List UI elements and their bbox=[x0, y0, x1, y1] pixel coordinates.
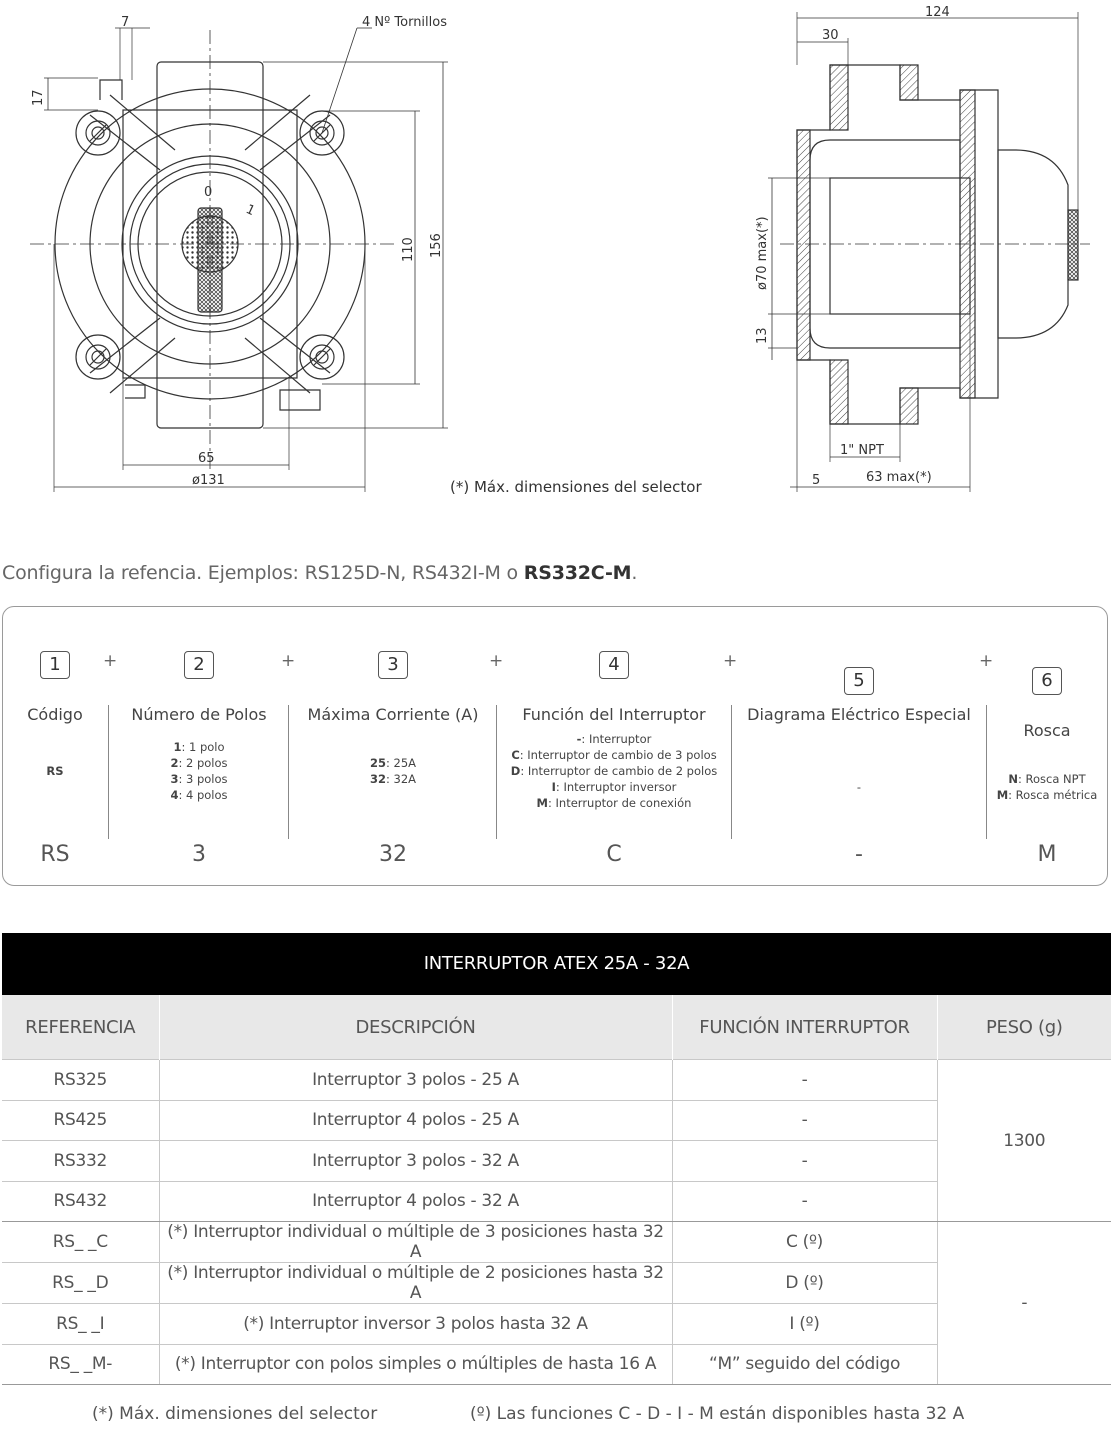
col-options: - bbox=[856, 780, 862, 794]
col-heading: Máxima Corriente (A) bbox=[307, 705, 479, 724]
cell-weight: 1300 bbox=[937, 1060, 1111, 1222]
cell-reference: RS432 bbox=[2, 1181, 159, 1222]
col-heading: Rosca bbox=[1023, 721, 1071, 740]
config-intro bbox=[2, 562, 637, 584]
cell-function: - bbox=[672, 1060, 937, 1101]
step-number: 1 bbox=[40, 651, 70, 679]
cell-function: I (º) bbox=[672, 1304, 937, 1345]
front-view bbox=[30, 15, 448, 492]
cell-description: (*) Interruptor individual o múltiple de 3 posiciones hasta 32 A bbox=[159, 1222, 672, 1263]
cell-weight: - bbox=[937, 1222, 1111, 1385]
cell-function: - bbox=[672, 1100, 937, 1141]
intro-text: Configura la refencia. Ejemplos: RS125D-N, RS432I-M o bbox=[2, 562, 524, 584]
dim-124-label: 124 bbox=[925, 5, 950, 20]
cell-function: D (º) bbox=[672, 1263, 937, 1304]
config-col-function bbox=[497, 607, 731, 885]
config-col-poles bbox=[109, 607, 289, 885]
col-options: 1: 1 polo 2: 2 polos 3: 3 polos 4: 4 polos bbox=[170, 740, 228, 802]
cell-function: - bbox=[672, 1141, 937, 1182]
step-number: 3 bbox=[378, 651, 408, 679]
screws-label: 4 Nº Tornillos bbox=[362, 15, 447, 30]
step-number: 4 bbox=[599, 651, 629, 679]
dim-13-label: 13 bbox=[755, 327, 770, 344]
dim-5-label: 5 bbox=[812, 473, 821, 488]
col-options: N: Rosca NPT M: Rosca métrica bbox=[996, 772, 1098, 802]
plus-sign: + bbox=[979, 651, 994, 671]
dim-110-label: 110 bbox=[401, 237, 416, 262]
header-weight: PESO (g) bbox=[937, 995, 1111, 1060]
col-heading: Diagrama Eléctrico Especial bbox=[747, 705, 971, 724]
dim-30-label: 30 bbox=[822, 28, 839, 43]
dim-63-label: 63 max(*) bbox=[866, 470, 932, 485]
config-col-thread bbox=[987, 607, 1107, 885]
cell-description: (*) Interruptor con polos simples o múltiples de hasta 16 A bbox=[159, 1344, 672, 1385]
dim-131-label: ø131 bbox=[192, 473, 225, 488]
cell-reference: RS425 bbox=[2, 1100, 159, 1141]
cell-reference: RS_ _I bbox=[2, 1304, 159, 1345]
table-row bbox=[2, 1060, 1111, 1101]
pos-1-label: 1 bbox=[243, 202, 258, 220]
header-description: DESCRIPCIÓN bbox=[159, 995, 672, 1060]
cell-reference: RS_ _D bbox=[2, 1263, 159, 1304]
cell-description: Interruptor 4 polos - 32 A bbox=[159, 1181, 672, 1222]
col-heading: Función del Interruptor bbox=[522, 705, 706, 724]
col-value: C bbox=[606, 842, 622, 867]
col-value: 3 bbox=[192, 842, 206, 867]
step-number: 6 bbox=[1032, 667, 1062, 695]
cell-description: (*) Interruptor inversor 3 polos hasta 32 A bbox=[159, 1304, 672, 1345]
col-options: -: Interruptor C: Interruptor de cambio de 3 polos D: Interruptor de cambio de 2 polos I: Interruptor inversor M: Interruptor de conexión bbox=[510, 732, 718, 810]
pos-0-label: 0 bbox=[204, 185, 213, 200]
cell-description: Interruptor 3 polos - 25 A bbox=[159, 1060, 672, 1101]
cell-reference: RS_ _M- bbox=[2, 1344, 159, 1385]
screw-icon bbox=[76, 335, 120, 379]
cell-function: “M” seguido del código bbox=[672, 1344, 937, 1385]
dim-70-label: ø70 max(*) bbox=[755, 216, 770, 290]
table-title: INTERRUPTOR ATEX 25A - 32A bbox=[2, 933, 1111, 995]
cell-description: Interruptor 4 polos - 25 A bbox=[159, 1100, 672, 1141]
col-value: M bbox=[1037, 842, 1057, 867]
footnote-functions: (º) Las funciones C - D - I - M están disponibles hasta 32 A bbox=[470, 1404, 965, 1424]
plus-sign: + bbox=[489, 651, 504, 671]
col-value: 32 bbox=[379, 842, 407, 867]
intro-end: . bbox=[631, 562, 638, 584]
technical-drawings bbox=[0, 0, 1120, 520]
dim-65-label: 65 bbox=[198, 451, 215, 466]
header-function: FUNCIÓN INTERRUPTOR bbox=[672, 995, 937, 1060]
cell-reference: RS_ _C bbox=[2, 1222, 159, 1263]
header-reference: REFERENCIA bbox=[2, 995, 159, 1060]
dim-17-label: 17 bbox=[31, 89, 46, 106]
dim-7-label: 7 bbox=[121, 15, 130, 30]
drawing-canvas bbox=[0, 0, 1120, 520]
plus-sign: + bbox=[103, 651, 118, 671]
product-table bbox=[2, 995, 1111, 1385]
col-heading: Código bbox=[27, 705, 83, 724]
footnote-selector: (*) Máx. dimensiones del selector bbox=[92, 1404, 378, 1424]
cell-function: C (º) bbox=[672, 1222, 937, 1263]
cell-function: - bbox=[672, 1181, 937, 1222]
plus-sign: + bbox=[281, 651, 296, 671]
cell-reference: RS332 bbox=[2, 1141, 159, 1182]
intro-example-bold: RS332C-M bbox=[523, 562, 632, 584]
config-col-current bbox=[289, 607, 497, 885]
screw-icon bbox=[300, 335, 344, 379]
col-heading: Número de Polos bbox=[131, 705, 267, 724]
npt-label: 1" NPT bbox=[840, 443, 884, 458]
config-col-code bbox=[3, 607, 107, 885]
reference-configurator bbox=[2, 606, 1108, 886]
cell-description: Interruptor 3 polos - 32 A bbox=[159, 1141, 672, 1182]
col-value: RS bbox=[40, 842, 70, 867]
col-value: - bbox=[855, 842, 863, 867]
drawing-note: (*) Máx. dimensiones del selector bbox=[450, 478, 702, 496]
table-row bbox=[2, 1222, 1111, 1263]
cell-description: (*) Interruptor individual o múltiple de 2 posiciones hasta 32 A bbox=[159, 1263, 672, 1304]
dim-156-label: 156 bbox=[429, 233, 444, 258]
step-number: 5 bbox=[844, 667, 874, 695]
col-options: RS bbox=[46, 764, 64, 778]
config-col-diagram bbox=[732, 607, 986, 885]
col-options: 25: 25A 32: 32A bbox=[369, 756, 417, 786]
cell-reference: RS325 bbox=[2, 1060, 159, 1101]
step-number: 2 bbox=[184, 651, 214, 679]
plus-sign: + bbox=[723, 651, 738, 671]
side-view bbox=[755, 5, 1090, 492]
